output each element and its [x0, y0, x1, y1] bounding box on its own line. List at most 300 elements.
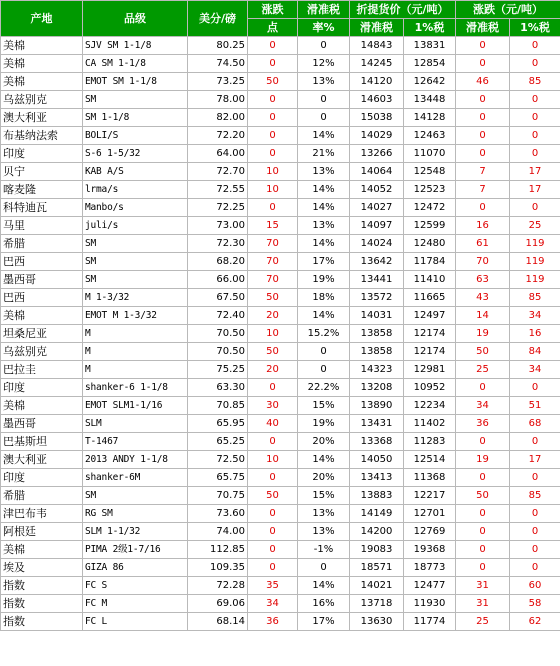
cell-place: 埃及 [1, 559, 83, 577]
cell-change-points: 0 [248, 559, 298, 577]
cell-price-slide-tax: 14027 [350, 199, 404, 217]
cell-diff-slide-tax: 0 [456, 91, 510, 109]
cell-price-1pct-tax: 12769 [404, 523, 456, 541]
cell-grade: FC M [83, 595, 188, 613]
cell-place: 美棉 [1, 307, 83, 325]
table-row [1, 145, 560, 163]
cell-change-points: 70 [248, 235, 298, 253]
cell-price-1pct-tax: 13831 [404, 37, 456, 55]
cell-place: 巴西 [1, 289, 83, 307]
cell-price-1pct-tax: 12174 [404, 325, 456, 343]
cell-diff-1pct-tax: 34 [510, 361, 560, 379]
cell-diff-1pct-tax: 0 [510, 55, 560, 73]
cell-diff-slide-tax: 0 [456, 541, 510, 559]
cell-price-slide-tax: 13431 [350, 415, 404, 433]
table-row [1, 253, 560, 271]
cell-change-points: 0 [248, 379, 298, 397]
cell-diff-slide-tax: 50 [456, 487, 510, 505]
cell-tax-rate: 13% [298, 505, 350, 523]
cell-diff-1pct-tax: 51 [510, 397, 560, 415]
cell-grade: FC L [83, 613, 188, 631]
cell-tax-rate: 13% [298, 163, 350, 181]
cell-place: 美棉 [1, 55, 83, 73]
cell-grade: M 1-3/32 [83, 289, 188, 307]
header-tax-line2: 率% [298, 19, 350, 37]
cell-tax-rate: 0 [298, 343, 350, 361]
cell-diff-slide-tax: 16 [456, 217, 510, 235]
cell-diff-slide-tax: 0 [456, 109, 510, 127]
cell-tax-rate: 22.2% [298, 379, 350, 397]
table-row [1, 325, 560, 343]
cell-tax-rate: 14% [298, 235, 350, 253]
cell-diff-slide-tax: 31 [456, 595, 510, 613]
cell-price-1pct-tax: 11930 [404, 595, 456, 613]
cell-grade: SM [83, 253, 188, 271]
cell-diff-1pct-tax: 0 [510, 127, 560, 145]
cell-diff-1pct-tax: 0 [510, 559, 560, 577]
cell-price-slide-tax: 14064 [350, 163, 404, 181]
cell-diff-1pct-tax: 17 [510, 163, 560, 181]
cell-change-points: 10 [248, 181, 298, 199]
table-row [1, 487, 560, 505]
cell-grade: BOLI/S [83, 127, 188, 145]
cell-change-points: 10 [248, 325, 298, 343]
cell-grade: Manbo/s [83, 199, 188, 217]
cell-usd-price: 68.20 [188, 253, 248, 271]
table-row [1, 235, 560, 253]
cell-place: 科特迪瓦 [1, 199, 83, 217]
cell-price-slide-tax: 14052 [350, 181, 404, 199]
cell-tax-rate: 21% [298, 145, 350, 163]
cell-tax-rate: 15% [298, 487, 350, 505]
cell-grade: FC S [83, 577, 188, 595]
cell-tax-rate: 14% [298, 451, 350, 469]
cell-price-1pct-tax: 18773 [404, 559, 456, 577]
cell-grade: SM [83, 91, 188, 109]
table-row [1, 91, 560, 109]
table-row [1, 505, 560, 523]
cell-price-slide-tax: 13441 [350, 271, 404, 289]
cell-place: 印度 [1, 469, 83, 487]
cell-diff-slide-tax: 0 [456, 199, 510, 217]
table-row [1, 343, 560, 361]
cell-place: 乌兹别克 [1, 343, 83, 361]
cell-price-1pct-tax: 11410 [404, 271, 456, 289]
cell-usd-price: 65.25 [188, 433, 248, 451]
cell-diff-1pct-tax: 119 [510, 235, 560, 253]
cell-price-1pct-tax: 11368 [404, 469, 456, 487]
cell-price-1pct-tax: 12174 [404, 343, 456, 361]
cell-grade: RG SM [83, 505, 188, 523]
cell-price-1pct-tax: 12981 [404, 361, 456, 379]
header-change-line1: 涨跌 [248, 1, 298, 19]
cell-price-slide-tax: 13630 [350, 613, 404, 631]
header-grade: 品级 [83, 1, 188, 37]
cell-diff-1pct-tax: 0 [510, 379, 560, 397]
cell-price-slide-tax: 18571 [350, 559, 404, 577]
cell-tax-rate: 0 [298, 559, 350, 577]
cell-place: 乌兹别克 [1, 91, 83, 109]
cell-change-points: 40 [248, 415, 298, 433]
cell-diff-slide-tax: 19 [456, 325, 510, 343]
cell-price-slide-tax: 14200 [350, 523, 404, 541]
cell-place: 希腊 [1, 487, 83, 505]
cell-grade: SM [83, 487, 188, 505]
cell-change-points: 0 [248, 127, 298, 145]
cell-price-1pct-tax: 12599 [404, 217, 456, 235]
cell-price-1pct-tax: 12701 [404, 505, 456, 523]
cell-diff-1pct-tax: 0 [510, 469, 560, 487]
cell-diff-1pct-tax: 119 [510, 253, 560, 271]
cell-diff-1pct-tax: 85 [510, 487, 560, 505]
cell-diff-1pct-tax: 0 [510, 199, 560, 217]
cell-usd-price: 72.20 [188, 127, 248, 145]
cell-tax-rate: 12% [298, 55, 350, 73]
cell-change-points: 0 [248, 91, 298, 109]
cell-price-1pct-tax: 11070 [404, 145, 456, 163]
cell-usd-price: 73.00 [188, 217, 248, 235]
table-row [1, 415, 560, 433]
header-tax-line1: 滑准税 [298, 1, 350, 19]
cell-usd-price: 70.85 [188, 397, 248, 415]
cell-place: 美棉 [1, 37, 83, 55]
cell-usd-price: 73.60 [188, 505, 248, 523]
cell-grade: SLM 1-1/32 [83, 523, 188, 541]
cell-tax-rate: 20% [298, 469, 350, 487]
cell-price-slide-tax: 13858 [350, 343, 404, 361]
cell-tax-rate: 0 [298, 91, 350, 109]
cell-diff-1pct-tax: 16 [510, 325, 560, 343]
table-row [1, 577, 560, 595]
cell-price-slide-tax: 14021 [350, 577, 404, 595]
cell-grade: juli/s [83, 217, 188, 235]
cell-usd-price: 64.00 [188, 145, 248, 163]
cell-diff-slide-tax: 14 [456, 307, 510, 325]
cell-price-slide-tax: 13718 [350, 595, 404, 613]
cell-change-points: 70 [248, 271, 298, 289]
cell-place: 印度 [1, 379, 83, 397]
cell-price-slide-tax: 14149 [350, 505, 404, 523]
header-diff-slide: 滑准税 [456, 19, 510, 37]
cell-place: 津巴布韦 [1, 505, 83, 523]
cell-price-slide-tax: 13266 [350, 145, 404, 163]
cell-usd-price: 70.50 [188, 325, 248, 343]
cell-price-1pct-tax: 12514 [404, 451, 456, 469]
cell-grade: EMOT SM 1-1/8 [83, 73, 188, 91]
cell-diff-1pct-tax: 0 [510, 505, 560, 523]
cell-price-slide-tax: 15038 [350, 109, 404, 127]
cell-usd-price: 75.25 [188, 361, 248, 379]
cell-diff-1pct-tax: 85 [510, 289, 560, 307]
cell-diff-slide-tax: 36 [456, 415, 510, 433]
cell-price-1pct-tax: 12548 [404, 163, 456, 181]
cell-change-points: 0 [248, 541, 298, 559]
cell-place: 美棉 [1, 541, 83, 559]
table-row [1, 595, 560, 613]
cell-change-points: 34 [248, 595, 298, 613]
cell-diff-slide-tax: 0 [456, 523, 510, 541]
cell-grade: EMOT M 1-3/32 [83, 307, 188, 325]
cell-place: 贝宁 [1, 163, 83, 181]
cell-change-points: 36 [248, 613, 298, 631]
cell-price-1pct-tax: 19368 [404, 541, 456, 559]
cell-diff-1pct-tax: 0 [510, 433, 560, 451]
cell-place: 希腊 [1, 235, 83, 253]
cell-price-slide-tax: 13883 [350, 487, 404, 505]
cell-grade: M [83, 325, 188, 343]
cell-price-1pct-tax: 12477 [404, 577, 456, 595]
cell-price-slide-tax: 13368 [350, 433, 404, 451]
cell-grade: S-6 1-5/32 [83, 145, 188, 163]
cell-price-1pct-tax: 13448 [404, 91, 456, 109]
cell-usd-price: 73.25 [188, 73, 248, 91]
table-row [1, 541, 560, 559]
cell-price-1pct-tax: 12234 [404, 397, 456, 415]
cell-change-points: 50 [248, 289, 298, 307]
table-row [1, 379, 560, 397]
header-diff-group: 涨跌（元/吨） [456, 1, 560, 19]
cell-grade: T-1467 [83, 433, 188, 451]
cell-place: 阿根廷 [1, 523, 83, 541]
cell-grade: GIZA 86 [83, 559, 188, 577]
cell-price-slide-tax: 14120 [350, 73, 404, 91]
cell-diff-1pct-tax: 34 [510, 307, 560, 325]
cell-diff-slide-tax: 0 [456, 145, 510, 163]
cell-place: 澳大利亚 [1, 451, 83, 469]
table-row [1, 307, 560, 325]
cell-change-points: 20 [248, 361, 298, 379]
table-row [1, 217, 560, 235]
cell-price-slide-tax: 19083 [350, 541, 404, 559]
cell-grade: lrma/s [83, 181, 188, 199]
cell-price-slide-tax: 14024 [350, 235, 404, 253]
cell-place: 指数 [1, 613, 83, 631]
cell-tax-rate: 14% [298, 307, 350, 325]
cell-tax-rate: 18% [298, 289, 350, 307]
cell-tax-rate: 15.2% [298, 325, 350, 343]
cell-change-points: 0 [248, 145, 298, 163]
cell-diff-1pct-tax: 0 [510, 37, 560, 55]
cell-grade: SM [83, 271, 188, 289]
cell-tax-rate: 14% [298, 127, 350, 145]
cell-usd-price: 66.00 [188, 271, 248, 289]
cell-change-points: 0 [248, 505, 298, 523]
cell-change-points: 50 [248, 73, 298, 91]
cell-diff-1pct-tax: 62 [510, 613, 560, 631]
cell-diff-slide-tax: 63 [456, 271, 510, 289]
cell-diff-slide-tax: 50 [456, 343, 510, 361]
cell-usd-price: 74.50 [188, 55, 248, 73]
cell-place: 巴基斯坦 [1, 433, 83, 451]
cell-grade: shanker-6 1-1/8 [83, 379, 188, 397]
cell-price-1pct-tax: 11774 [404, 613, 456, 631]
cell-grade: KAB A/S [83, 163, 188, 181]
cell-usd-price: 72.25 [188, 199, 248, 217]
table-row [1, 397, 560, 415]
cell-change-points: 10 [248, 163, 298, 181]
cell-grade: SLM [83, 415, 188, 433]
cell-grade: PIMA 2级1-7/16 [83, 541, 188, 559]
cell-place: 巴西 [1, 253, 83, 271]
header-diff-1pct: 1%税 [510, 19, 560, 37]
cell-price-1pct-tax: 12463 [404, 127, 456, 145]
table-row [1, 37, 560, 55]
cell-diff-slide-tax: 0 [456, 37, 510, 55]
cell-diff-1pct-tax: 68 [510, 415, 560, 433]
cell-price-1pct-tax: 14128 [404, 109, 456, 127]
cell-place: 坦桑尼亚 [1, 325, 83, 343]
cell-diff-slide-tax: 61 [456, 235, 510, 253]
cell-diff-slide-tax: 19 [456, 451, 510, 469]
table-row [1, 559, 560, 577]
cell-usd-price: 72.30 [188, 235, 248, 253]
cell-price-slide-tax: 14097 [350, 217, 404, 235]
cell-usd-price: 74.00 [188, 523, 248, 541]
cell-usd-price: 112.85 [188, 541, 248, 559]
cell-diff-slide-tax: 70 [456, 253, 510, 271]
cell-price-slide-tax: 14603 [350, 91, 404, 109]
cell-place: 澳大利亚 [1, 109, 83, 127]
cell-price-slide-tax: 13890 [350, 397, 404, 415]
cell-price-slide-tax: 13572 [350, 289, 404, 307]
table-row [1, 127, 560, 145]
cell-price-1pct-tax: 11283 [404, 433, 456, 451]
table-row [1, 613, 560, 631]
cell-place: 美棉 [1, 397, 83, 415]
cell-grade: M [83, 343, 188, 361]
cell-place: 墨西哥 [1, 271, 83, 289]
table-row [1, 433, 560, 451]
cell-usd-price: 65.75 [188, 469, 248, 487]
cell-price-1pct-tax: 12472 [404, 199, 456, 217]
header-price-slide: 滑准税 [350, 19, 404, 37]
cell-diff-1pct-tax: 17 [510, 181, 560, 199]
cell-place: 墨西哥 [1, 415, 83, 433]
cell-usd-price: 67.50 [188, 289, 248, 307]
cell-usd-price: 72.55 [188, 181, 248, 199]
cell-price-slide-tax: 13858 [350, 325, 404, 343]
cell-price-1pct-tax: 12523 [404, 181, 456, 199]
table-row [1, 469, 560, 487]
cell-usd-price: 70.50 [188, 343, 248, 361]
cell-change-points: 0 [248, 55, 298, 73]
cell-diff-slide-tax: 7 [456, 163, 510, 181]
cell-price-1pct-tax: 10952 [404, 379, 456, 397]
table-row [1, 73, 560, 91]
cell-diff-1pct-tax: 119 [510, 271, 560, 289]
header-usd: 美分/磅 [188, 1, 248, 37]
header-change-line2: 点 [248, 19, 298, 37]
cell-usd-price: 80.25 [188, 37, 248, 55]
cell-diff-1pct-tax: 58 [510, 595, 560, 613]
header-price-1pct: 1%税 [404, 19, 456, 37]
cell-usd-price: 70.75 [188, 487, 248, 505]
cell-change-points: 30 [248, 397, 298, 415]
cell-tax-rate: 14% [298, 577, 350, 595]
cell-price-slide-tax: 14245 [350, 55, 404, 73]
cell-grade: SM 1-1/8 [83, 109, 188, 127]
cell-grade: M [83, 361, 188, 379]
cell-price-slide-tax: 14029 [350, 127, 404, 145]
cell-diff-1pct-tax: 25 [510, 217, 560, 235]
cell-grade: SJV SM 1-1/8 [83, 37, 188, 55]
cell-change-points: 0 [248, 37, 298, 55]
cell-tax-rate: -1% [298, 541, 350, 559]
cell-grade: shanker-6M [83, 469, 188, 487]
cell-price-slide-tax: 14323 [350, 361, 404, 379]
cell-usd-price: 72.40 [188, 307, 248, 325]
cell-grade: 2013 ANDY 1-1/8 [83, 451, 188, 469]
cell-change-points: 20 [248, 307, 298, 325]
table-row [1, 55, 560, 73]
table-body [1, 37, 560, 631]
table-row [1, 451, 560, 469]
cell-diff-slide-tax: 31 [456, 577, 510, 595]
cell-diff-slide-tax: 25 [456, 361, 510, 379]
cell-place: 马里 [1, 217, 83, 235]
cell-price-slide-tax: 13208 [350, 379, 404, 397]
cell-diff-slide-tax: 0 [456, 379, 510, 397]
cell-price-1pct-tax: 11784 [404, 253, 456, 271]
cell-place: 巴拉圭 [1, 361, 83, 379]
cell-price-1pct-tax: 11402 [404, 415, 456, 433]
cell-diff-1pct-tax: 0 [510, 523, 560, 541]
cell-place: 印度 [1, 145, 83, 163]
cell-price-1pct-tax: 12497 [404, 307, 456, 325]
table-row [1, 181, 560, 199]
cell-diff-slide-tax: 43 [456, 289, 510, 307]
cell-tax-rate: 17% [298, 253, 350, 271]
cell-diff-slide-tax: 0 [456, 469, 510, 487]
header-place: 产地 [1, 1, 83, 37]
cell-price-slide-tax: 13413 [350, 469, 404, 487]
cell-tax-rate: 20% [298, 433, 350, 451]
cell-diff-1pct-tax: 0 [510, 109, 560, 127]
cell-diff-slide-tax: 34 [456, 397, 510, 415]
cell-place: 指数 [1, 577, 83, 595]
cell-diff-slide-tax: 0 [456, 127, 510, 145]
cell-usd-price: 82.00 [188, 109, 248, 127]
cell-tax-rate: 0 [298, 361, 350, 379]
cell-usd-price: 72.50 [188, 451, 248, 469]
table-row [1, 271, 560, 289]
table-row [1, 109, 560, 127]
cell-usd-price: 69.06 [188, 595, 248, 613]
cell-diff-slide-tax: 0 [456, 505, 510, 523]
cell-tax-rate: 0 [298, 37, 350, 55]
cell-change-points: 0 [248, 469, 298, 487]
header-price-group: 折提货价（元/吨） [350, 1, 456, 19]
cell-change-points: 70 [248, 253, 298, 271]
cell-change-points: 10 [248, 451, 298, 469]
cell-diff-slide-tax: 46 [456, 73, 510, 91]
cell-change-points: 15 [248, 217, 298, 235]
cell-tax-rate: 17% [298, 613, 350, 631]
cell-diff-slide-tax: 25 [456, 613, 510, 631]
cell-diff-slide-tax: 0 [456, 559, 510, 577]
cell-price-slide-tax: 14843 [350, 37, 404, 55]
cell-price-1pct-tax: 12480 [404, 235, 456, 253]
cell-change-points: 0 [248, 433, 298, 451]
cell-usd-price: 109.35 [188, 559, 248, 577]
cell-price-slide-tax: 13642 [350, 253, 404, 271]
cell-diff-1pct-tax: 84 [510, 343, 560, 361]
table-row [1, 523, 560, 541]
cell-change-points: 0 [248, 109, 298, 127]
cell-tax-rate: 15% [298, 397, 350, 415]
cell-diff-1pct-tax: 0 [510, 541, 560, 559]
cell-tax-rate: 19% [298, 271, 350, 289]
